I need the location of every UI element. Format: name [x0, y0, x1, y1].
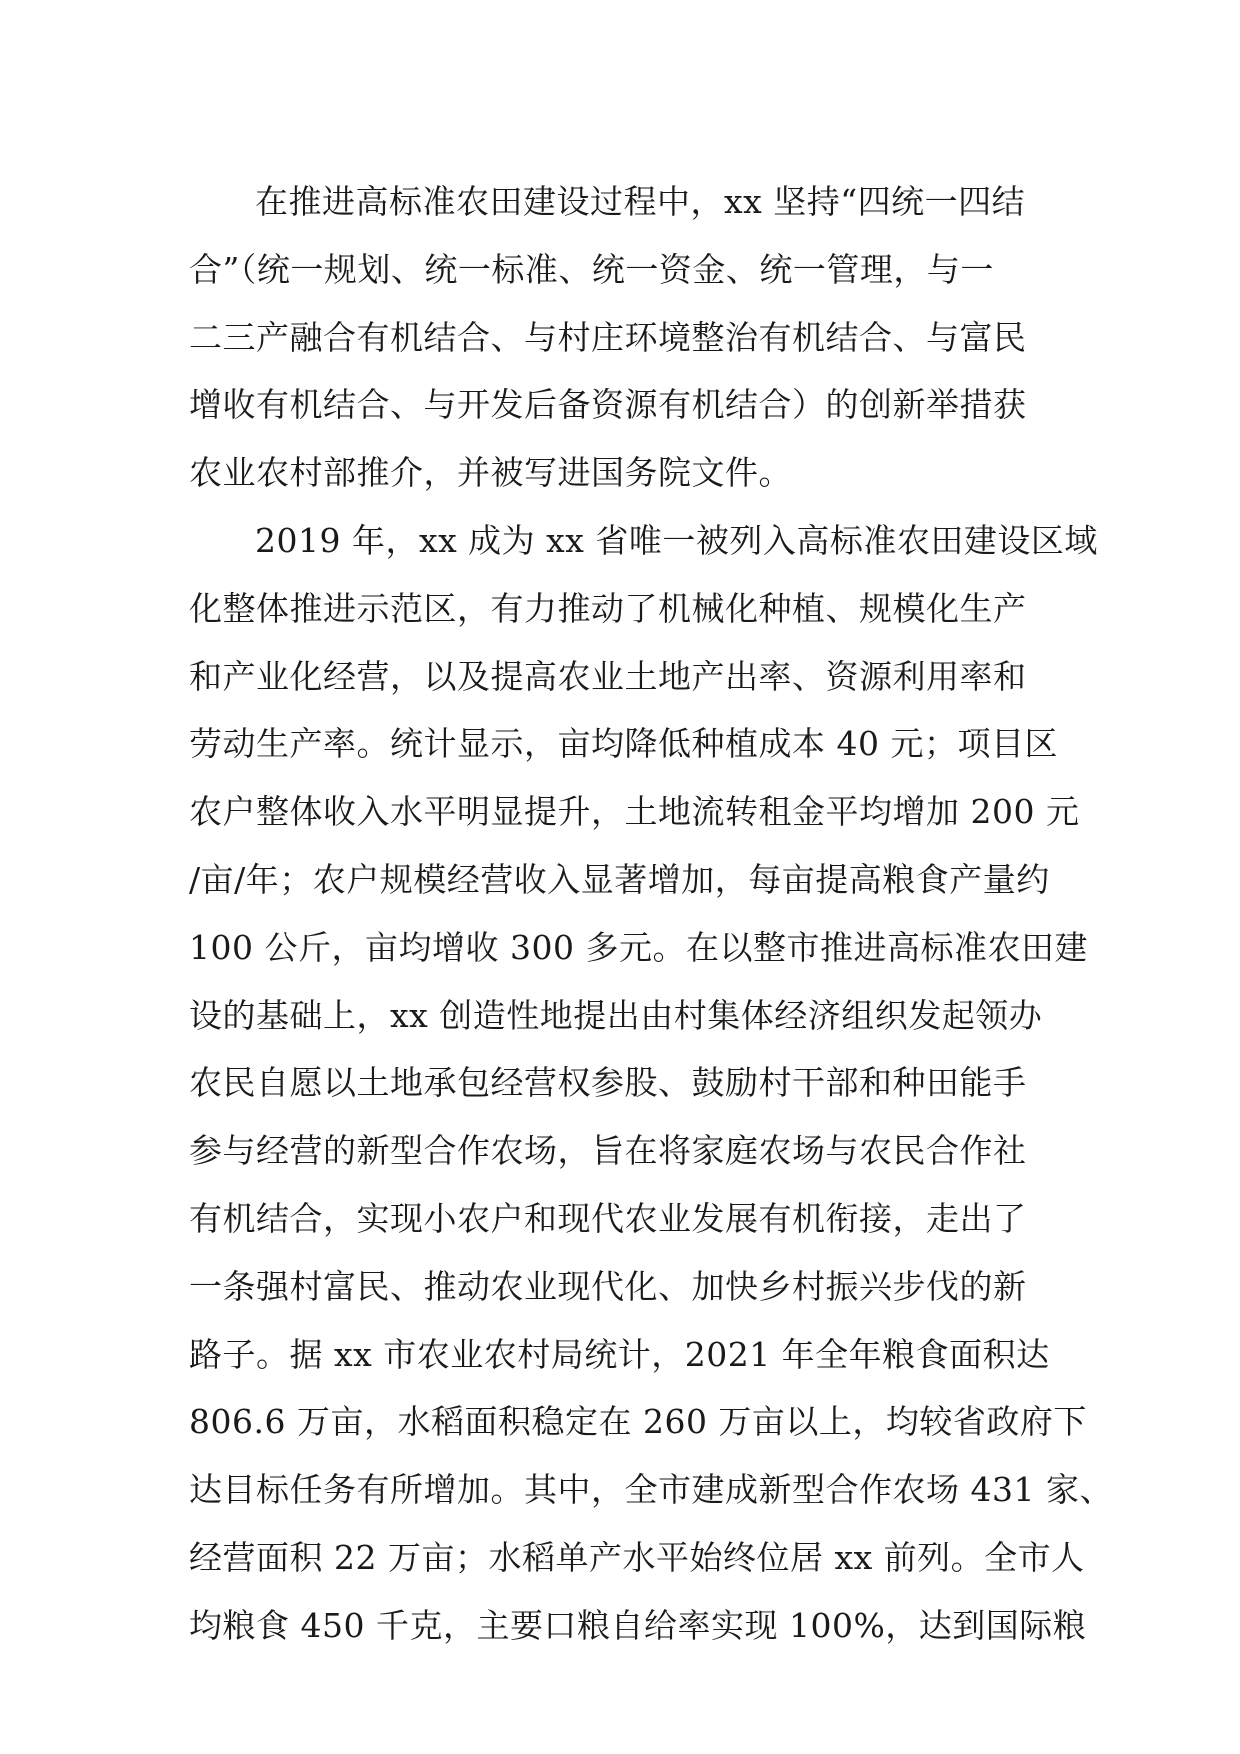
paragraph-line: 增收有机结合、与开发后备资源有机结合）的创新举措获: [189, 385, 1027, 425]
paragraph-line: 合”（统一规划、统一标准、统一资金、统一管理，与一: [189, 249, 994, 289]
paragraph-1: [189, 168, 1051, 507]
paragraph-2: [189, 507, 1113, 1660]
paragraph-line: 路子。据 xx 市农业农村局统计，2021 年全年粮食面积达: [189, 1334, 1050, 1374]
paragraph-line: 劳动生产率。统计显示，亩均降低种植成本 40 元；项目区: [189, 724, 1058, 764]
paragraph-line: 经营面积 22 万亩；水稻单产水平始终位居 xx 前列。全市人: [189, 1537, 1085, 1577]
paragraph-line: 有机结合，实现小农户和现代农业发展有机衔接，走出了: [189, 1198, 1027, 1238]
paragraph-line: 在推进高标准农田建设过程中，xx 坚持“四统一四结: [255, 182, 1026, 221]
paragraph-line: 化整体推进示范区，有力推动了机械化种植、规模化生产: [189, 588, 1027, 628]
paragraph-line: 2019 年，xx 成为 xx 省唯一被列入高标准农田建设区域: [255, 520, 1098, 560]
paragraph-line: 100 公斤，亩均增收 300 多元。在以整市推进高标准农田建: [189, 927, 1088, 967]
paragraph-line: 和产业化经营，以及提高农业土地产出率、资源利用率和: [189, 656, 1027, 696]
paragraph-line: 农民自愿以土地承包经营权参股、鼓励村干部和种田能手: [189, 1063, 1027, 1103]
paragraph-line: /亩/年；农户规模经营收入显著增加，每亩提高粮食产量约: [189, 859, 1050, 899]
paragraph-line: 二三产融合有机结合、与村庄环境整治有机结合、与富民: [189, 317, 1027, 357]
paragraph-line: 均粮食 450 千克，主要口粮自给率实现 100%，达到国际粮: [189, 1605, 1087, 1645]
paragraph-line: 806.6 万亩，水稻面积稳定在 260 万亩以上，均较省政府下: [189, 1402, 1087, 1442]
paragraph-line: 农户整体收入水平明显提升，土地流转租金平均增加 200 元: [189, 792, 1080, 832]
document-body: [189, 168, 1113, 1660]
paragraph-line: 设的基础上，xx 创造性地提出由村集体经济组织发起领办: [189, 995, 1043, 1035]
paragraph-line: 农业农村部推介，并被写进国务院文件。: [189, 453, 792, 493]
paragraph-line: 一条强村富民、推动农业现代化、加快乡村振兴步伐的新: [189, 1266, 1027, 1306]
paragraph-line: 达目标任务有所增加。其中，全市建成新型合作农场 431 家、: [189, 1470, 1113, 1510]
paragraph-line: 参与经营的新型合作农场，旨在将家庭农场与农民合作社: [189, 1131, 1027, 1171]
